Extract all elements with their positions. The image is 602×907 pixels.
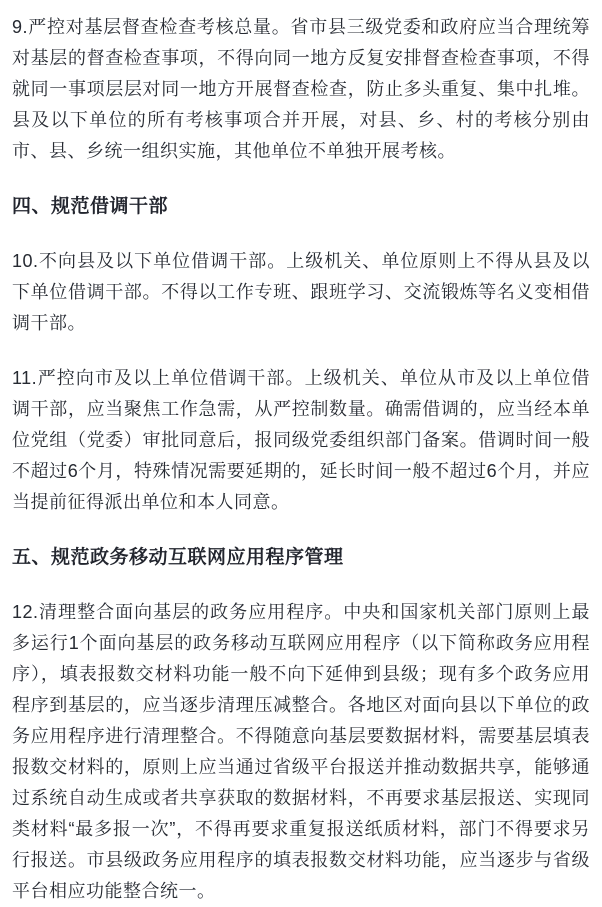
numbered-paragraph-9: 9.严控对基层督查检查考核总量。省市县三级党委和政府应当合理统筹对基层的督查检查事项，不得向同一地方反复安排督查检查事项，不得就同一事项层层对同一地方开展督查检查，防止多头重复、集中扎堆。县及以下单位的所有考核事项合并开展，对县、乡、村的考核分别由市、县、乡统一组织实施，其他单位不单独开展考核。 xyxy=(12,17,590,161)
numbered-paragraph-10: 10.不向县及以下单位借调干部。上级机关、单位原则上不得从县及以下单位借调干部。不得以工作专班、跟班学习、交流锻炼等名义变相借调干部。 xyxy=(12,251,590,333)
numbered-paragraph-12: 12.清理整合面向基层的政务应用程序。中央和国家机关部门原则上最多运行1个面向基层的政务移动互联网应用程序（以下简称政务应用程序），填表报数交材料功能一般不向下延伸到县级；现有多个政务应用程序到基层的，应当逐步清理压减整合。各地区对面向县以下单位的政务应用程序进行清理整合。不得随意向基层要数据材料，需要基层填表报数交材料的，原则上应当通过省级平台报送并推动数据共享，能够通过系统自动生成或者共享获取的数据材料，不再要求基层报送、实现同类材料“最多报一次”，不得再要求重复报送纸质材料，部门不得要求另行报送。市县级政务应用程序的填表报数交材料功能，应当逐步与省级平台相应功能整合统一。 xyxy=(12,602,590,901)
section-heading-5: 五、规范政务移动互联网应用程序管理 xyxy=(12,547,344,568)
section-heading-4: 四、规范借调干部 xyxy=(12,196,169,217)
numbered-paragraph-11: 11.严控向市及以上单位借调干部。上级机关、单位从市及以上单位借调干部，应当聚焦工作急需，从严控制数量。确需借调的，应当经本单位党组（党委）审批同意后，报同级党委组织部门备案。借调时间一般不超过6个月，特殊情况需要延期的，延长时间一般不超过6个月，并应当提前征得派出单位和本人同意。 xyxy=(12,368,590,512)
